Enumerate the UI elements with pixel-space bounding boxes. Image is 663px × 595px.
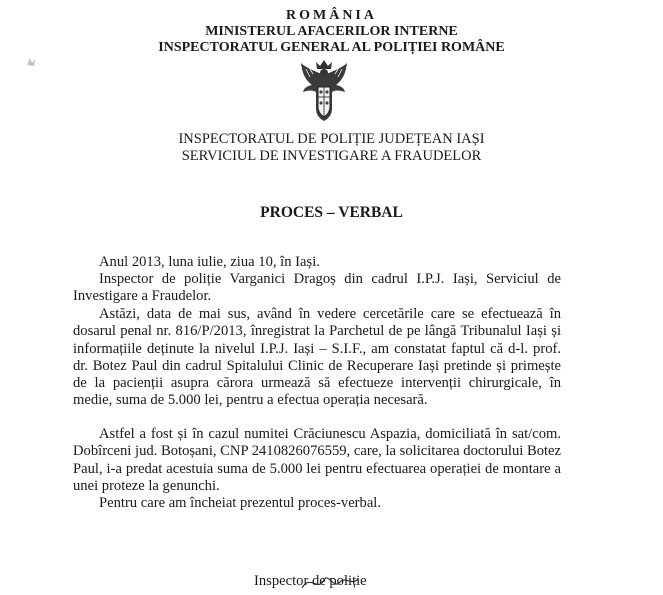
handwritten-signature-mark [300,570,360,595]
romanian-coat-of-arms-icon [298,57,350,123]
paragraph-date [73,254,561,271]
paragraph-text: Astăzi, data de mai sus, având în vedere cercetările care se efectuează în dosarul penal nr. 816/P/2013, înregistrat la Parchetul de pe lângă Tribunalul Iași și informațiile deținute la nivelul I.P.J. Iași – S.I.F., am constatat faptul că d-l. prof. dr. Botez Paul din cadrul Spitalului Clinic de Recuperare Iași pretinde și primește de la pacienții asupra cărora urmează să efectueze intervenții chirurgicale, în medie, suma de 5.000 lei, pentru a efectua operația necesară. [73,306,561,409]
paragraph-findings [73,306,561,410]
signature-role: Inspector de poliție [254,573,367,589]
paragraph-case-details [73,426,561,495]
paragraph-closing [73,495,561,512]
paragraph-text: Inspector de poliție Varganici Dragoș din cadrul I.P.J. Iași, Serviciul de Investigare a Fraudelor. [73,271,561,305]
country-name: ROMÂNIA [286,8,377,23]
paragraph-text: Astfel a fost și în cazul numitei Crăciunescu Aspazia, domiciliată în sat/com. Dobîrceni jud. Botoșani, CNP 2410826076559, care, la solicitarea doctorului Botez Paul, i-a predat acestuia suma de 5.000 lei pentru efectuarea operației de montare a unei proteze la genunchi. [73,426,561,494]
paragraph-text: Pentru care am încheiat prezentul proces-verbal. [99,495,382,511]
ministry-name: MINISTERUL AFACERILOR INTERNE [205,24,458,39]
county-inspectorate-name: INSPECTORATUL DE POLIȚIE JUDEȚEAN IAȘI [178,131,485,147]
scan-speck-mark [24,55,38,69]
inspectorate-name: INSPECTORATUL GENERAL AL POLIȚIEI ROMÂNE [158,40,505,55]
fraud-service-name: SERVICIUL DE INVESTIGARE A FRAUDELOR [181,148,482,164]
paragraph-text: Anul 2013, luna iulie, ziua 10, în Iași. [99,254,320,270]
document-title: PROCES – VERBAL [260,204,403,221]
paragraph-inspector [73,271,561,306]
